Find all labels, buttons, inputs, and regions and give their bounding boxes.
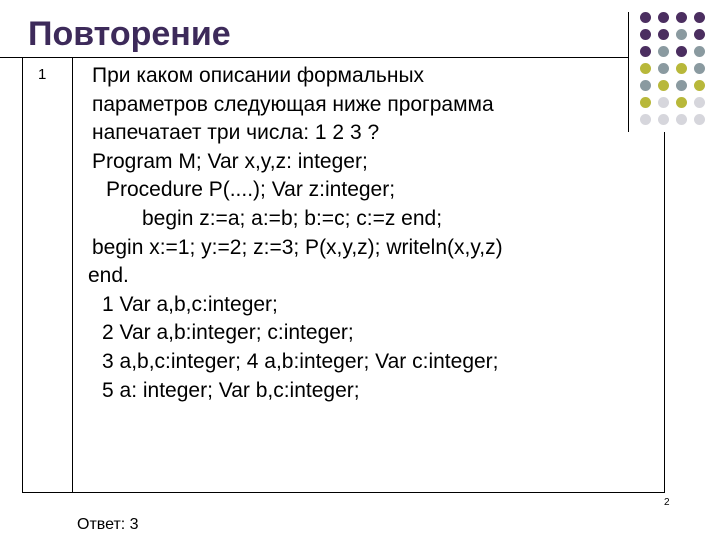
table-bottom-border: [22, 492, 665, 493]
decor-dot: [694, 63, 705, 74]
decor-dot: [640, 80, 651, 91]
decor-dot: [676, 12, 687, 23]
code-line: begin x:=1; y:=2; z:=3; P(x,y,z); writeln(x,y,z): [92, 235, 503, 259]
decor-dot: [658, 63, 669, 74]
answer-text: Ответ: 3: [77, 516, 139, 533]
decor-dot: [676, 29, 687, 40]
decor-dot: [658, 80, 669, 91]
slide-title: Повторение: [28, 15, 231, 53]
decor-dot: [676, 63, 687, 74]
decor-dot: [640, 29, 651, 40]
question-line: напечатает три числа: 1 2 3 ?: [92, 121, 380, 145]
code-line: Program M; Var x,y,z: integer;: [92, 149, 368, 173]
decor-dot: [694, 12, 705, 23]
row-number: 1: [38, 66, 47, 83]
decor-dot: [640, 97, 651, 108]
decor-dot: [658, 114, 669, 125]
decorative-dot-grid: [638, 12, 714, 124]
decor-dot: [658, 29, 669, 40]
answer-option: 2 Var a,b:integer; c:integer;: [102, 321, 354, 345]
answer-option: 1 Var a,b,c:integer;: [102, 292, 278, 316]
page-number: 2: [664, 497, 670, 508]
question-line: При каком описании формальных: [92, 64, 425, 87]
decor-dot: [694, 97, 705, 108]
decor-dot: [694, 46, 705, 57]
decor-dot: [694, 29, 705, 40]
answer-option: 5 a: integer; Var b,c:integer;: [102, 378, 360, 402]
question-line: параметров следующая ниже программа: [92, 92, 494, 116]
decor-dot: [694, 80, 705, 91]
decor-dot: [658, 12, 669, 23]
answer-option: 3 a,b,c:integer; 4 a,b:integer; Var c:integer;: [102, 349, 499, 373]
decor-dot: [658, 46, 669, 57]
question-text: [80, 62, 680, 405]
code-line: end.: [88, 264, 129, 288]
title-rule: [0, 57, 628, 58]
decor-dot: [676, 80, 687, 91]
table-left-border: [22, 57, 23, 492]
table-column-divider: [72, 57, 73, 492]
decor-dot: [694, 114, 705, 125]
decor-dot: [640, 46, 651, 57]
decor-dot: [658, 97, 669, 108]
decor-dot: [676, 46, 687, 57]
code-line: Procedure P(....); Var z:integer;: [106, 178, 396, 202]
decor-dot: [676, 114, 687, 125]
decor-dot: [640, 63, 651, 74]
decor-dot: [640, 114, 651, 125]
decor-dot: [676, 97, 687, 108]
code-line: begin z:=a; a:=b; b:=c; c:=z end;: [142, 206, 443, 230]
decor-dot: [640, 12, 651, 23]
